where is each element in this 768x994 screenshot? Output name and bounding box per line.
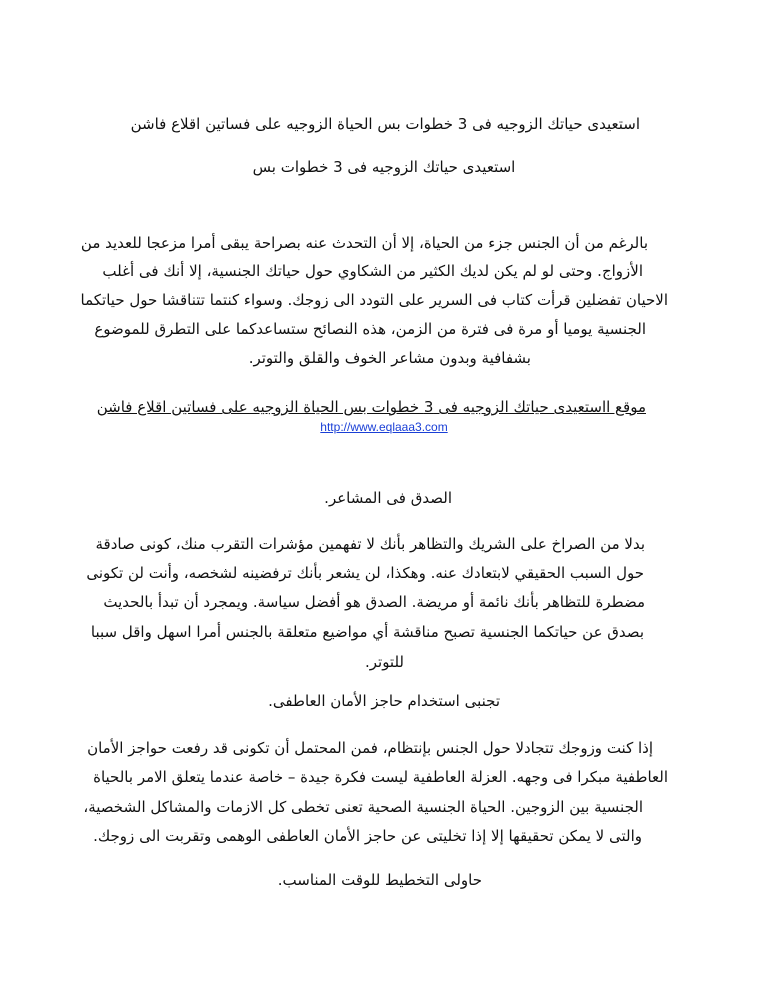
paragraph-line: الجنسية بين الزوجين. الحياة الجنسية الصحية تعنى تخطى كل الازمات والمشاكل الشخصية، [83, 798, 643, 816]
paragraph-line: الأزواج. وحتى لو لم يكن لديك الكثير من الشكاوي حول حياتك الجنسية، إلا أنك فى أغلب [102, 262, 643, 280]
site-url-link[interactable]: http://www.eqlaaa3.com [320, 420, 448, 434]
paragraph-line: الجنسية يوميا أو مرة فى فترة من الزمن، هذه النصائح ستساعدكما على التطرق للموضوع [94, 320, 646, 338]
paragraph-line: إذا كنت وزوجك تتجادلا حول الجنس بإنتظام، فمن المحتمل أن تكونى قد رفعت حواجز الأمان [87, 739, 653, 757]
paragraph-line: حول السبب الحقيقي لابتعادك عنه. وهكذا، لن يشعر بأنك ترفضينه لشخصه، وأنت لن تكونى [86, 564, 644, 582]
paragraph-line: بصدق عن حياتكما الجنسية تصبح مناقشة أي مواضيع متعلقة بالجنس أمرا اسهل واقل سببا [90, 623, 644, 641]
section-heading-emotional-barrier: تجنبى استخدام حاجز الأمان العاطفى. [268, 692, 500, 710]
paragraph-line: بالرغم من أن الجنس جزء من الحياة، إلا أن التحدث عنه بصراحة يبقى أمرا مزعجا للعديد من [80, 234, 648, 252]
paragraph-line: العاطفية مبكرا فى وجهه. العزلة العاطفية ليست فكرة جيدة – خاصة عندما يتعلق الامر بالحياة [93, 768, 668, 786]
document-title: استعيدى حياتك الزوجيه فى 3 خطوات بس الحياة الزوجيه على فساتين اقلاع فاشن [130, 115, 640, 133]
paragraph-line: مضطرة للتظاهر بأنك نائمة أو مريضة. الصدق هو أفضل سياسة. ويمجرد أن تبدأ بالحديث [103, 593, 645, 611]
paragraph-line: والتى لا يمكن تحقيقها إلا إذا تخليتى عن حاجز الأمان العاطفى الوهمى وتقربت الى زوجك. [93, 827, 642, 845]
paragraph-line: للتوتر. [364, 653, 404, 671]
section-heading-timing: حاولى التخطيط للوقت المناسب. [277, 871, 482, 889]
document-subtitle: استعيدى حياتك الزوجيه فى 3 خطوات بس [252, 158, 516, 176]
section-heading-honesty: الصدق فى المشاعر. [324, 489, 452, 507]
paragraph-line: بشفافية وبدون مشاعر الخوف والقلق والتوتر. [248, 349, 531, 367]
paragraph-line: الاحيان تفضلين قرأت كتاب فى السرير على التودد الى زوجك. وسواء كنتما تتناقشا حول حياتكما [80, 291, 668, 309]
paragraph-line: بدلا من الصراخ على الشريك والتظاهر بأنك لا تفهمين مؤشرات التقرب منك، كونى صادقة [95, 535, 645, 553]
site-link-title[interactable]: موقع ااستعيدى حياتك الزوجيه فى 3 خطوات بس الحياة الزوجيه على فساتين اقلاع فاشن [96, 398, 646, 416]
